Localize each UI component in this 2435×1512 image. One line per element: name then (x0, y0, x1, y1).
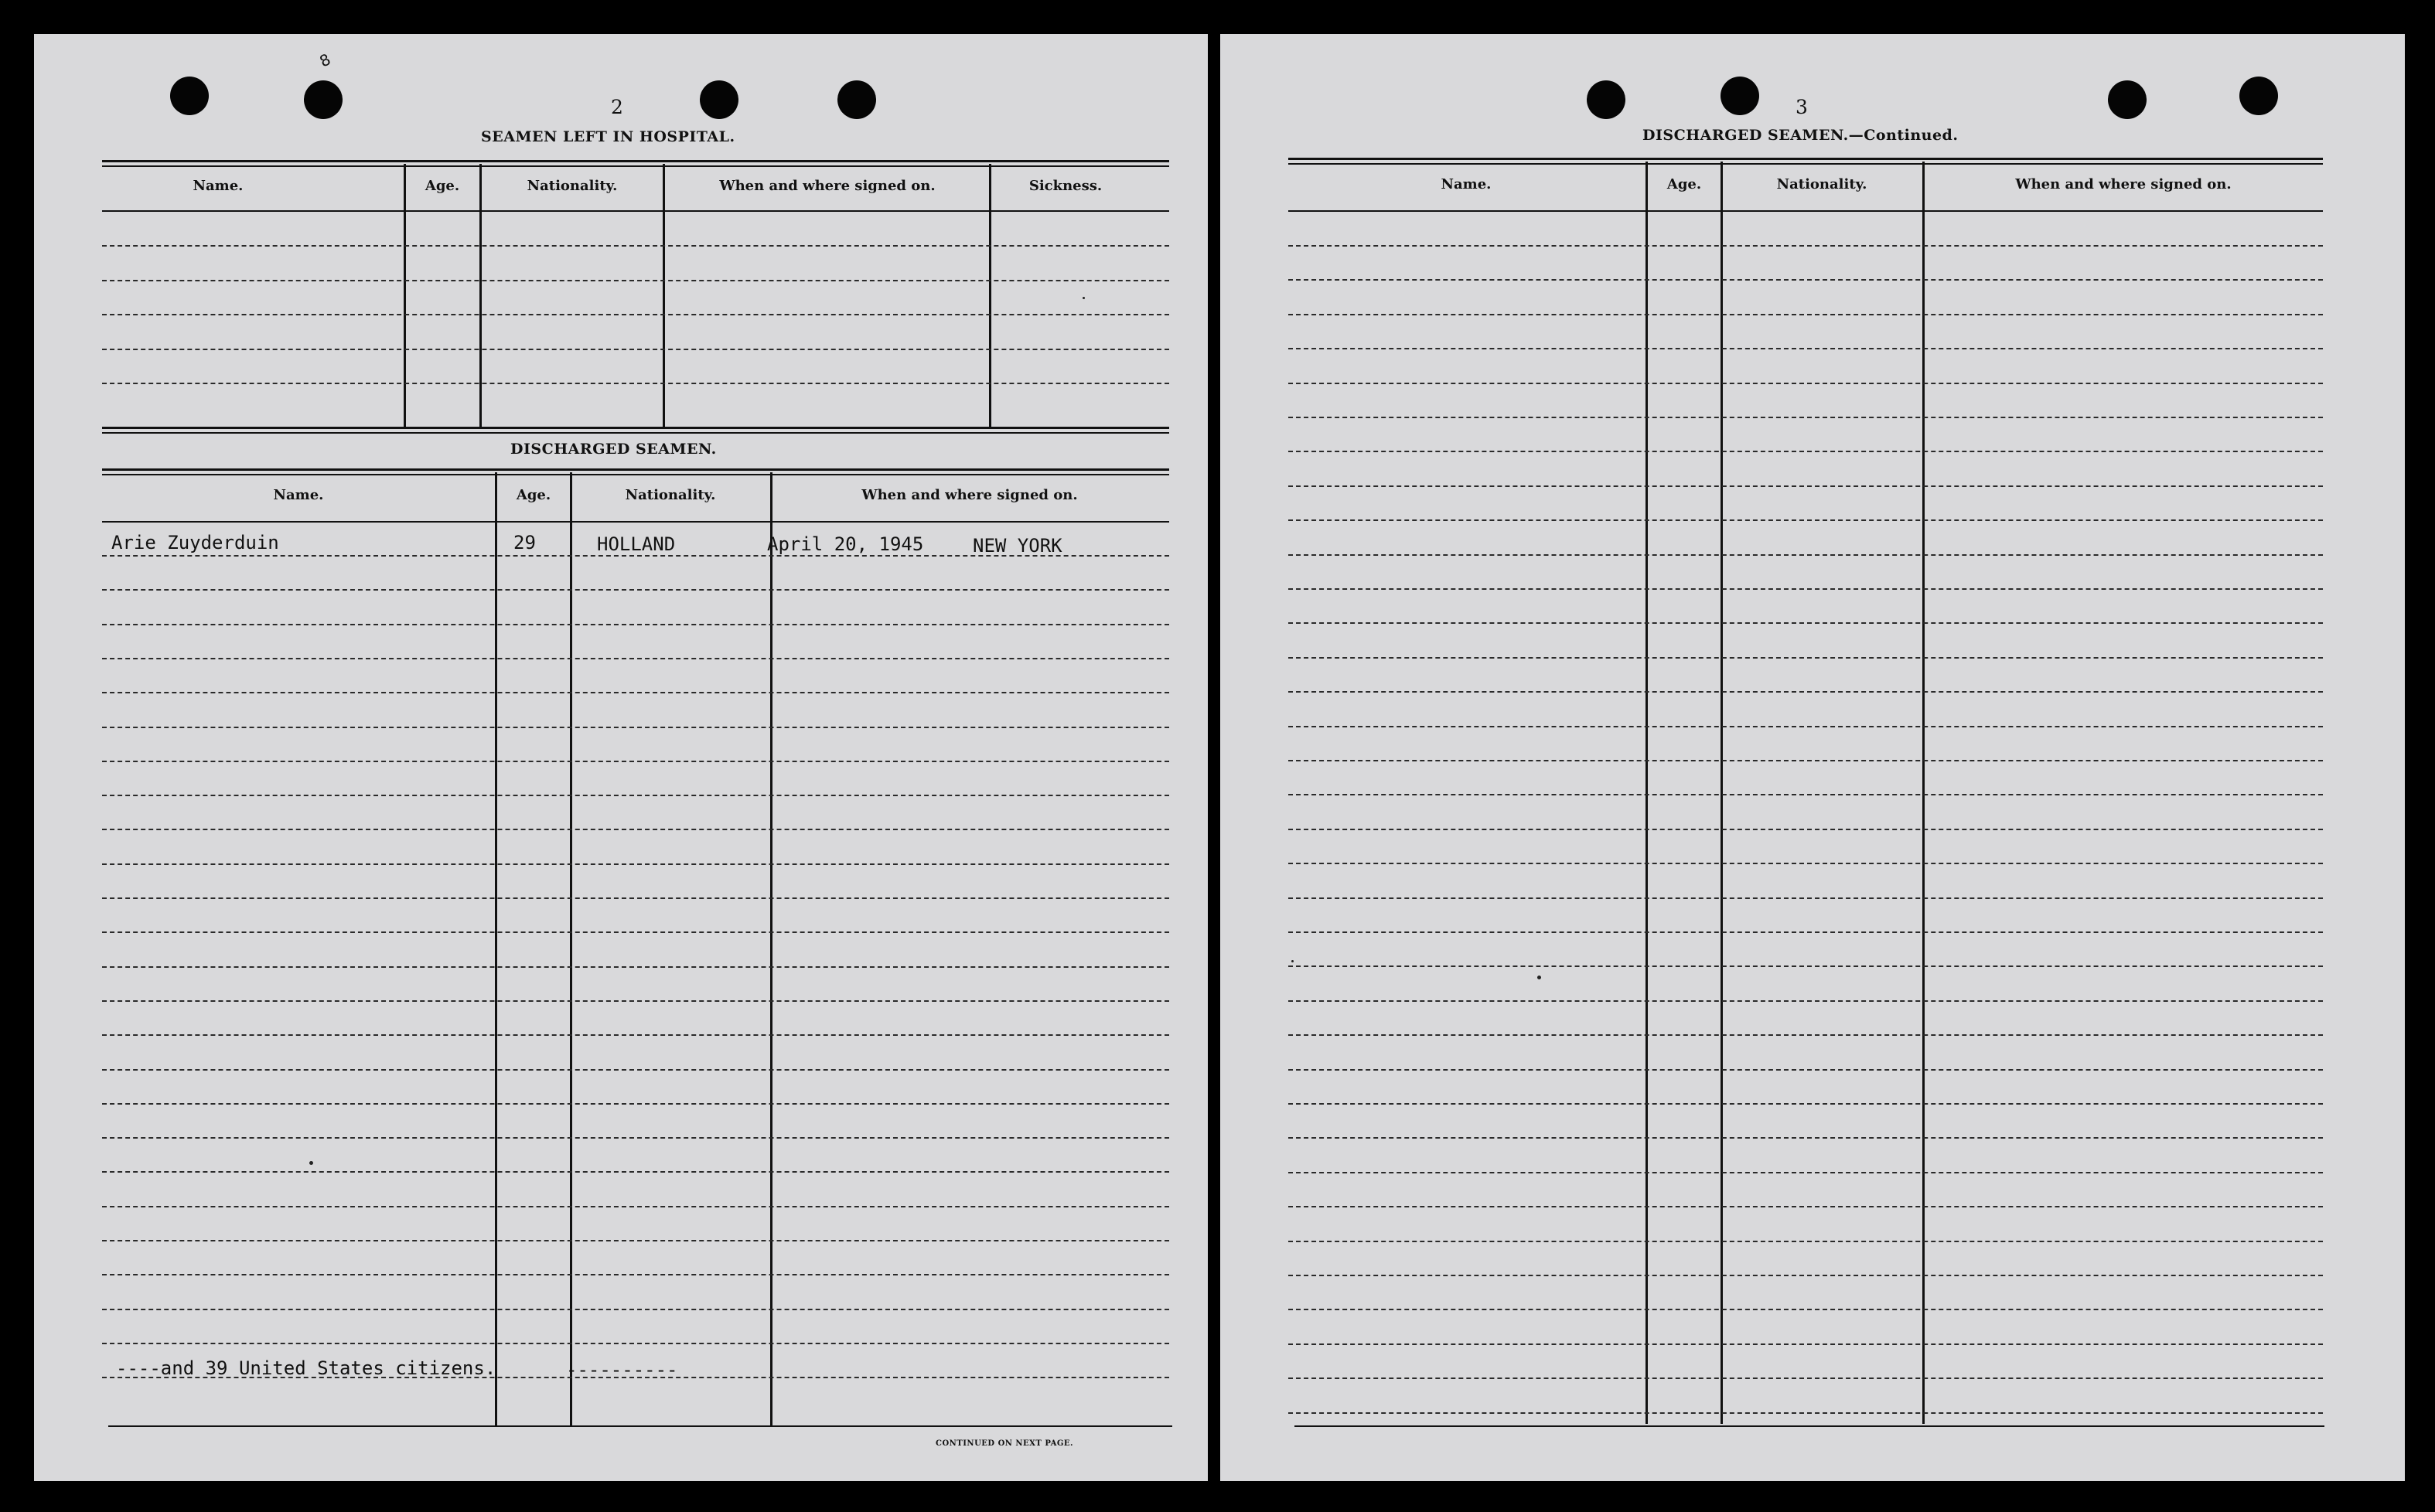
discharged-continued-title: DISCHARGED SEAMEN.—Continued. (1642, 127, 1959, 144)
summary-dashes: ---------- (566, 1359, 678, 1381)
ruled-line (1288, 760, 2323, 761)
discharged-col-divider (770, 472, 772, 1427)
continued-table-top-rule (1288, 158, 2323, 160)
continued-note: CONTINUED ON NEXT PAGE. (936, 1439, 1074, 1448)
hospital-header-age: Age. (425, 178, 460, 194)
ruled-line (1288, 1343, 2323, 1345)
ruled-line (1288, 726, 2323, 727)
ruled-line (102, 692, 1169, 693)
ruled-line (1288, 1137, 2323, 1139)
ruled-line (102, 795, 1169, 796)
seaman-age: 29 (513, 532, 536, 553)
ruled-line (102, 624, 1169, 625)
ruled-line (102, 314, 1169, 315)
continued-header-age: Age. (1666, 176, 1702, 192)
hospital-table-top-rule (102, 160, 1169, 162)
discharged-header-signed-on: When and where signed on. (861, 487, 1078, 503)
page-number: 2 (611, 96, 623, 118)
continued-header-rule (1288, 210, 2323, 212)
ruled-line (1288, 1412, 2323, 1414)
ruled-line (1288, 245, 2323, 247)
ruled-line (1288, 1103, 2323, 1105)
hospital-header-name: Name. (193, 178, 244, 194)
ruled-line (102, 1137, 1169, 1139)
ruled-line (1288, 657, 2323, 659)
ruled-line (1288, 622, 2323, 624)
ruled-line (102, 1343, 1169, 1344)
hospital-header-nationality: Nationality. (527, 178, 618, 194)
hospital-col-divider (663, 164, 665, 428)
ruled-line (1288, 691, 2323, 693)
right-page (1220, 34, 2405, 1481)
ruled-line (1288, 863, 2323, 864)
hospital-col-divider (404, 164, 406, 428)
hospital-header-sickness: Sickness. (1028, 178, 1103, 194)
ruled-line (102, 658, 1169, 659)
discharged-header-name: Name. (273, 487, 324, 503)
hospital-col-divider (479, 164, 482, 428)
hospital-section-title: SEAMEN LEFT IN HOSPITAL. (481, 128, 735, 145)
ruled-line (102, 1309, 1169, 1310)
ruled-line (1288, 1309, 2323, 1310)
discharged-table-top-rule (102, 468, 1169, 471)
punch-hole (837, 80, 876, 119)
punch-hole (700, 80, 738, 119)
ruled-line (102, 1206, 1169, 1207)
ruled-line (102, 589, 1169, 591)
discharged-col-divider (495, 472, 497, 1427)
continued-col-divider (1922, 162, 1925, 1424)
ruled-line (1288, 829, 2323, 830)
ruled-line (1288, 519, 2323, 521)
ruled-line (1288, 1206, 2323, 1207)
seaman-nationality: HOLLAND (597, 533, 676, 555)
seaman-signed-on-place: NEW YORK (973, 535, 1062, 557)
ruled-line (102, 1103, 1169, 1105)
ruled-line (102, 829, 1169, 830)
discharged-table-bottom-rule (108, 1425, 1172, 1427)
ruled-line (1288, 348, 2323, 349)
ruled-line (1288, 383, 2323, 384)
hospital-table-bottom-rule (102, 427, 1169, 429)
ruled-line (102, 383, 1169, 384)
punch-hole (1721, 77, 1759, 115)
ruled-line (1288, 451, 2323, 452)
ruled-line (1288, 794, 2323, 795)
discharged-header-rule (102, 521, 1169, 523)
ruled-line (1288, 1241, 2323, 1242)
continued-header-name: Name. (1441, 176, 1492, 192)
ruled-line (102, 1171, 1169, 1173)
page-number: 3 (1796, 96, 1808, 118)
ink-mark (1083, 297, 1085, 299)
hospital-header-signed-on: When and where signed on. (719, 178, 936, 194)
ruled-line (102, 245, 1169, 247)
ruled-line (1288, 1000, 2323, 1002)
ruled-line (102, 1000, 1169, 1002)
left-page (34, 34, 1208, 1481)
ruled-line (102, 897, 1169, 899)
punch-hole (304, 80, 343, 119)
seaman-name: Arie Zuyderduin (111, 532, 279, 553)
discharged-section-title: DISCHARGED SEAMEN. (510, 441, 717, 458)
ruled-line (1288, 1377, 2323, 1379)
ruled-line (1288, 1275, 2323, 1276)
ruled-line (1288, 965, 2323, 967)
ruled-line (102, 1069, 1169, 1071)
ruled-line (1288, 897, 2323, 899)
discharged-col-divider (570, 472, 572, 1427)
seaman-signed-on-date: April 20, 1945 (767, 533, 924, 555)
ink-mark (309, 1161, 313, 1165)
discharged-header-age: Age. (516, 487, 551, 503)
ruled-line (102, 1034, 1169, 1036)
continued-header-signed-on: When and where signed on. (2015, 176, 2232, 192)
ruled-line (1288, 314, 2323, 315)
ruled-line (1288, 588, 2323, 590)
continued-col-divider (1721, 162, 1723, 1424)
continued-header-nationality: Nationality. (1776, 176, 1867, 192)
ruled-line (102, 1274, 1169, 1275)
punch-hole (2108, 80, 2147, 119)
ruled-line (1288, 485, 2323, 487)
ruled-line (102, 863, 1169, 865)
continued-col-divider (1646, 162, 1648, 1424)
ruled-line (102, 280, 1169, 281)
ink-mark (1537, 976, 1541, 979)
punch-hole (2239, 77, 2278, 115)
ruled-line (1288, 554, 2323, 556)
ruled-line (1288, 1069, 2323, 1071)
ruled-line (1288, 417, 2323, 418)
ink-mark (1291, 960, 1294, 962)
continued-table-bottom-rule (1294, 1425, 2324, 1427)
ruled-line (102, 1240, 1169, 1241)
ruled-line (102, 727, 1169, 728)
ruled-line (102, 761, 1169, 762)
citizens-summary: ----and 39 United States citizens. (116, 1357, 496, 1379)
ruled-line (102, 931, 1169, 933)
margin-mark: 8 (316, 49, 334, 71)
ruled-line (102, 966, 1169, 968)
punch-hole (1587, 80, 1625, 119)
discharged-header-nationality: Nationality. (625, 487, 716, 503)
ruled-line (1288, 279, 2323, 281)
ruled-line (1288, 931, 2323, 933)
ruled-line (1288, 1172, 2323, 1173)
ruled-line (102, 349, 1169, 350)
punch-hole (170, 77, 209, 115)
hospital-header-rule (102, 210, 1169, 212)
ruled-line (1288, 1034, 2323, 1036)
hospital-col-divider (989, 164, 991, 428)
